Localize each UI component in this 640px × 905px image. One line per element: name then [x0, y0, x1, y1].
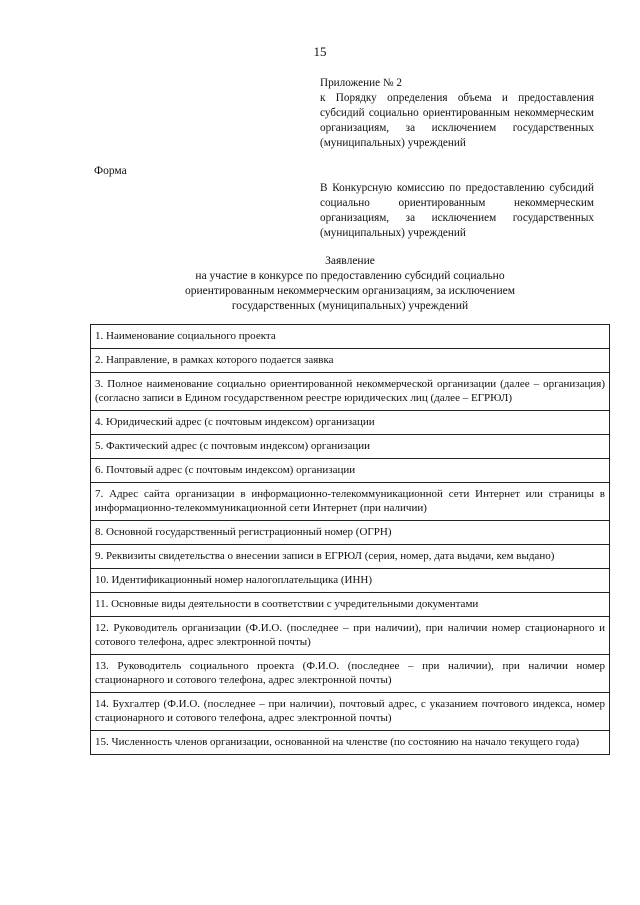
- section-cell: 7. Адрес сайта организации в информационно-телекоммуникационной сети Интернет или страницы в информационно-телекоммуникационной сети Интернет (при наличии): [91, 483, 610, 521]
- page-number: 15: [313, 44, 327, 59]
- section-cell: 5. Фактический адрес (с почтовым индексом) организации: [91, 435, 610, 459]
- section-cell: 14. Бухгалтер (Ф.И.О. (последнее – при наличии), почтовый адрес, с указанием почтового индекса, номер стационарного и сотового телефона, адрес электронной почты): [91, 693, 610, 731]
- section-cell: 15. Численность членов организации, основанной на членстве (по состоянию на начало текущего года): [91, 731, 610, 755]
- table-row: [91, 459, 610, 483]
- appendix-title: Приложение № 2: [320, 77, 402, 89]
- table-row: [91, 693, 610, 731]
- table-row: [91, 545, 610, 569]
- section-cell: 11. Основные виды деятельности в соответствии с учредительными документами: [91, 593, 610, 617]
- heading-line-3: ориентированным некоммерческим организациям, за исключением: [185, 285, 515, 297]
- section-cell: 6. Почтовый адрес (с почтовым индексом) организации: [91, 459, 610, 483]
- heading-line-4: государственных (муниципальных) учреждений: [231, 300, 469, 312]
- application-sections-table: [90, 324, 610, 755]
- section-cell: 8. Основной государственный регистрационный номер (ОГРН): [91, 521, 610, 545]
- table-row: [91, 655, 610, 693]
- section-cell: 1. Наименование социального проекта: [91, 325, 610, 349]
- table-row: [91, 483, 610, 521]
- section-cell: 10. Идентификационный номер налогоплательщика (ИНН): [91, 569, 610, 593]
- statement-heading: [90, 254, 610, 314]
- heading-line-1: Заявление: [325, 255, 375, 267]
- addressee-block: В Конкурсную комиссию по предоставлению субсидий социально ориентированным некоммерческим организациям, за исключением государственных (муниципальных) учреждений: [320, 182, 594, 239]
- section-cell: 3. Полное наименование социально ориентированной некоммерческой организации (далее – организация) (согласно записи в Едином государственном реестре юридических лиц (далее – ЕГРЮЛ): [91, 373, 610, 411]
- heading-line-2: на участие в конкурсе по предоставлению субсидий социально: [195, 270, 505, 282]
- table-row: [91, 593, 610, 617]
- appendix-block: [320, 76, 594, 151]
- table-row: [91, 617, 610, 655]
- table-row: [91, 349, 610, 373]
- table-row: [91, 569, 610, 593]
- table-row: [91, 435, 610, 459]
- section-cell: 12. Руководитель организации (Ф.И.О. (последнее – при наличии), при наличии номер стационарного и сотового телефона, адрес электронной почты): [91, 617, 610, 655]
- form-label: Форма: [94, 165, 127, 177]
- table-row: [91, 521, 610, 545]
- table-row: [91, 411, 610, 435]
- section-cell: 2. Направление, в рамках которого подается заявка: [91, 349, 610, 373]
- section-cell: 4. Юридический адрес (с почтовым индексом) организации: [91, 411, 610, 435]
- appendix-text: к Порядку определения объема и предоставления субсидий социально ориентированным некоммерческим организациям, за исключением государственных (муниципальных) учреждений: [320, 92, 594, 149]
- section-cell: 9. Реквизиты свидетельства о внесении записи в ЕГРЮЛ (серия, номер, дата выдачи, кем выдано): [91, 545, 610, 569]
- table-row: [91, 325, 610, 349]
- table-row: [91, 731, 610, 755]
- section-cell: 13. Руководитель социального проекта (Ф.И.О. (последнее – при наличии), при наличии номер стационарного и сотового телефона, адрес электронной почты): [91, 655, 610, 693]
- table-row: [91, 373, 610, 411]
